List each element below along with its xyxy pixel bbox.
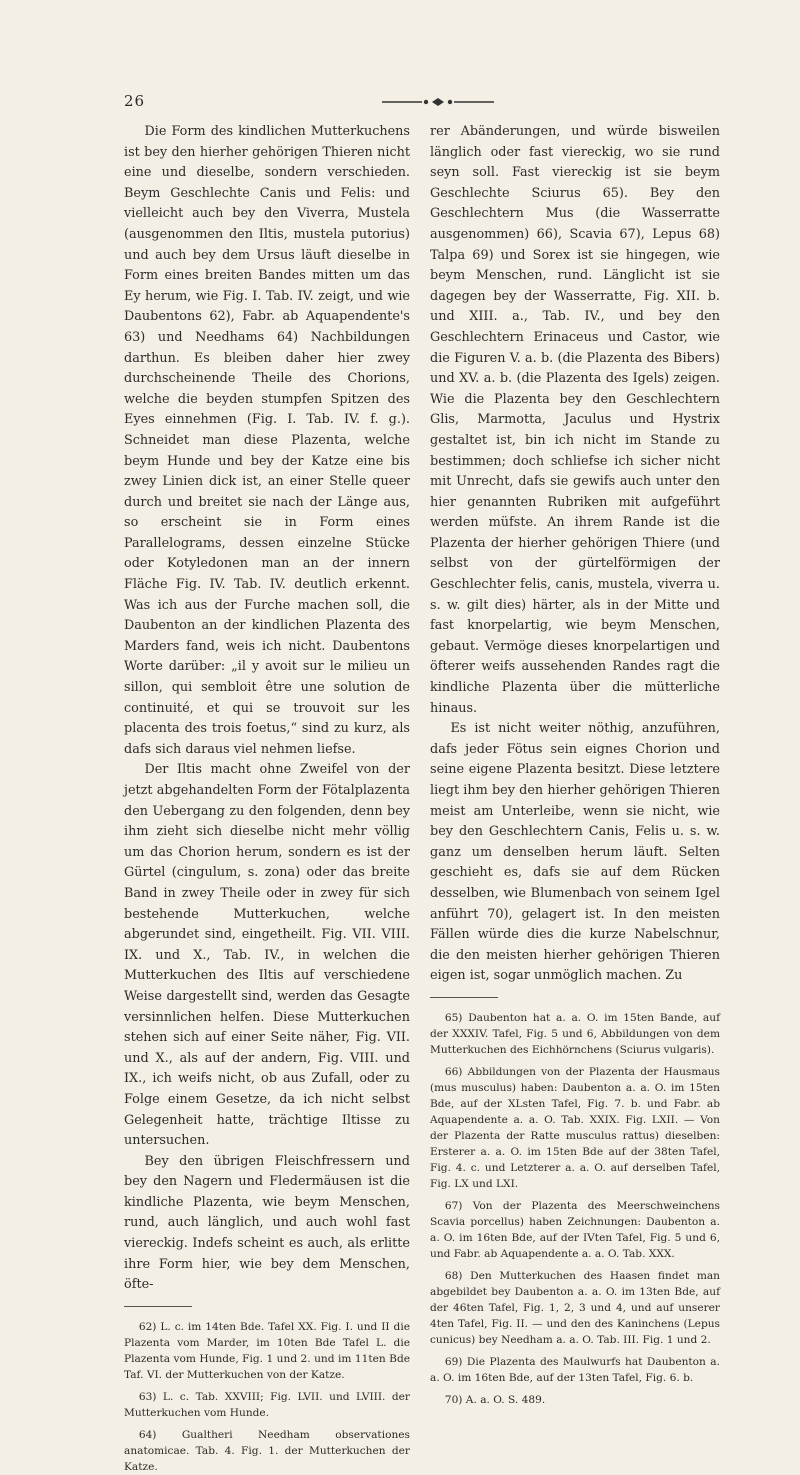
left-column	[124, 122, 410, 1475]
footnote: 62) L. c. im 14ten Bde. Tafel XX. Fig. I. und II die Plazenta vom Marder, im 10ten Bde Tafel L. die Plazenta vom Hunde, Fig. 1 und 2. und im 11ten Bde Taf. VI. der Mutterkuchen von der Katze.	[124, 1320, 410, 1381]
footnote: 68) Den Mutterkuchen des Haasen findet man abgebildet bey Daubenton a. a. O. im 13ten Bde, auf der 46ten Tafel, Fig. 1, 2, 3 und 4, und auf unserer 4ten Tafel, Fig. II. — und den des Kaninchens (Lepus cunicus) bey Needham a. a. O. Tab. III. Fig. 1 und 2.	[430, 1269, 720, 1346]
footnote: 64) Gualtheri Needham observationes anatomicae. Tab. 4. Fig. 1. der Mutterkuchen der Katze.	[124, 1428, 410, 1473]
footnote: 67) Von der Plazenta des Meerschweinchens Scavia porcellus) haben Zeichnungen: Daubenton a. a. O. im 16ten Bde, auf der IVten Tafel, Fig. 5 und 6, und Fabr. ab Aquapendente a. a. O. Tab. XXX.	[430, 1199, 720, 1260]
body-paragraph: Es ist nicht weiter nöthig, anzuführen, dafs jeder Fötus sein eignes Chorion und seine eigene Plazenta besitzt. Diese letztere liegt ihm bey den hierher gehörigen Thieren meist am Unterleibe, wenn sie nicht, wie bey den Geschlechtern Canis, Felis u. s. w. ganz um denselben herum läuft. Selten geschieht es, dafs sie auf dem Rücken desselben, wie Blumenbach von seinem Igel anführt 70), gelagert ist. In den meisten Fällen würde dies die kurze Nabelschnur, die den meisten hierher gehörigen Thieren eigen ist, sogar unmöglich machen. Zu	[430, 721, 720, 984]
footnote: 63) L. c. Tab. XXVIII; Fig. LVII. und LVIII. der Mutterkuchen vom Hunde.	[124, 1390, 410, 1419]
page-number: 26	[124, 92, 146, 110]
footnote-divider	[430, 997, 498, 998]
footnote: 66) Abbildungen von der Plazenta der Hausmaus (mus musculus) haben: Daubenton a. a. O. im 15ten Bde, auf der XLsten Tafel, Fig. 7. b. und Fabr. ab Aquapendente a. a. O. Tab. XXIX. Fig. LXII. — Von der Plazenta der Ratte musculus rattus) dieselben: Ersterer a. a. O. im 15ten Bde auf der 38ten Tafel, Fig. 4. c. und Letzterer a. a. O. auf derselben Tafel, Fig. LX und LXI.	[430, 1065, 720, 1190]
footnote-divider	[124, 1306, 192, 1307]
body-paragraph: Die Form des kindlichen Mutterkuchens ist bey den hierher gehörigen Thieren nicht eine und dieselbe, sondern verschieden. Beym Geschlechte Canis und Felis: und vielleicht auch bey den Viverra, Mustela (ausgenommen den Iltis, mustela putorius) und auch bey dem Ursus läuft dieselbe in Form eines breiten Bandes mitten um das Ey herum, wie Fig. I. Tab. IV. zeigt, und wie Daubentons 62), Fabr. ab Aquapendente's 63) und Needhams 64) Nachbildungen darthun. Es bleiben daher hier zwey durchscheinende Theile des Chorions, welche die beyden stumpfen Spitzen des Eyes einnehmen (Fig. I. Tab. IV. f. g.). Schneidet man diese Plazenta, welche beym Hunde und bey der Katze eine bis zwey Linien dick ist, an einer Stelle queer durch und breitet sie nach der Länge aus, so erscheint sie in Form eines Parallelograms, dessen einzelne Stücke oder Kotyledonen man an der innern Fläche Fig. IV. Tab. IV. deutlich erkennt. Was ich aus der Furche machen soll, die Daubenton an der kindlichen Plazenta des Marders fand, weis ich nicht. Daubentons Worte darüber: „il y avoit sur le milieu un sillon, qui sembloit être une solution de continuité, et qui se trouvoit sur les placenta des trois foetus,“ sind zu kurz, als dafs sich daraus viel nehmen liefse.	[124, 124, 410, 757]
body-paragraph: Der Iltis macht ohne Zweifel von der jetzt abgehandelten Form der Fötalplazenta den Uebergang zu den folgenden, denn bey ihm zieht sich dieselbe nicht mehr völlig um das Chorion herum, sondern es ist der Gürtel (cingulum, s. zona) oder das breite Band in zwey Theile oder in zwey für sich bestehende Mutterkuchen, welche abgerundet sind, eingetheilt. Fig. VII. VIII. IX. und X., Tab. IV., in welchen die Mutterkuchen des Iltis auf verschiedene Weise dargestellt sind, werden das Gesagte versinnlichen helfen. Diese Mutterkuchen stehen sich auf einer Seite näher, Fig. VII. und X., als auf der andern, Fig. VIII. und IX., ich weifs nicht, ob aus Zufall, oder zu Folge einem Gesetze, da ich nicht selbst Gelegenheit hatte, trächtige Iltisse zu untersuchen.	[124, 762, 410, 1149]
footnotes-right	[430, 1010, 720, 1408]
footnotes-left	[124, 1319, 410, 1475]
right-column	[430, 122, 720, 1408]
body-paragraph: rer Abänderungen, und würde bisweilen länglich oder fast viereckig, wo sie rund seyn soll. Fast viereckig ist sie beym Geschlechte Sciurus 65). Bey den Geschlechtern Mus (die Wasserratte ausgenommen) 66), Scavia 67), Lepus 68) Talpa 69) und Sorex ist sie hingegen, wie beym Menschen, rund. Länglicht ist sie dagegen bey der Wasserratte, Fig. XII. b. und XIII. a., Tab. IV., und bey den Geschlechtern Erinaceus und Castor, wie die Figuren V. a. b. (die Plazenta des Bibers) und XV. a. b. (die Plazenta des Igels) zeigen. Wie die Plazenta bey den Geschlechtern Glis, Marmotta, Jaculus und Hystrix gestaltet ist, bin ich nicht im Stande zu bestimmen; doch schliefse ich sicher nicht mit Unrecht, dafs sie gewifs auch unter den hier genannten Rubriken mit aufgeführt werden müfste. An ihrem Rande ist die Plazenta der hierher gehörigen Thiere (und selbst von der gürtelförmigen der Geschlechter felis, canis, mustela, viverra u. s. w. gilt dies) härter, als in der Mitte und fast knorpelartig, wie beym Menschen, gebaut. Vermöge dieses knorpelartigen und öfterer weifs aussehenden Randes ragt die kindliche Plazenta über die mütterliche hinaus.	[430, 124, 720, 716]
footnote: 70) A. a. O. S. 489.	[444, 1393, 546, 1406]
header-ornament-icon	[382, 97, 494, 107]
footnote: 69) Die Plazenta des Maulwurfs hat Daubenton a. a. O. im 16ten Bde, auf der 13ten Tafel, Fig. 6. b.	[430, 1355, 720, 1384]
body-paragraph: Bey den übrigen Fleischfressern und bey den Nagern und Fledermäusen ist die kindliche Plazenta, wie beym Menschen, rund, auch länglich, und auch wohl fast viereckig. Indefs scheint es auch, als erlitte ihre Form hier, wie bey dem Menschen, öfte-	[124, 1153, 410, 1293]
footnote: 65) Daubenton hat a. a. O. im 15ten Bande, auf der XXXIV. Tafel, Fig. 5 und 6, Abbildungen von dem Mutterkuchen des Eichhörnchens (Sciurus vulgaris).	[430, 1011, 720, 1056]
